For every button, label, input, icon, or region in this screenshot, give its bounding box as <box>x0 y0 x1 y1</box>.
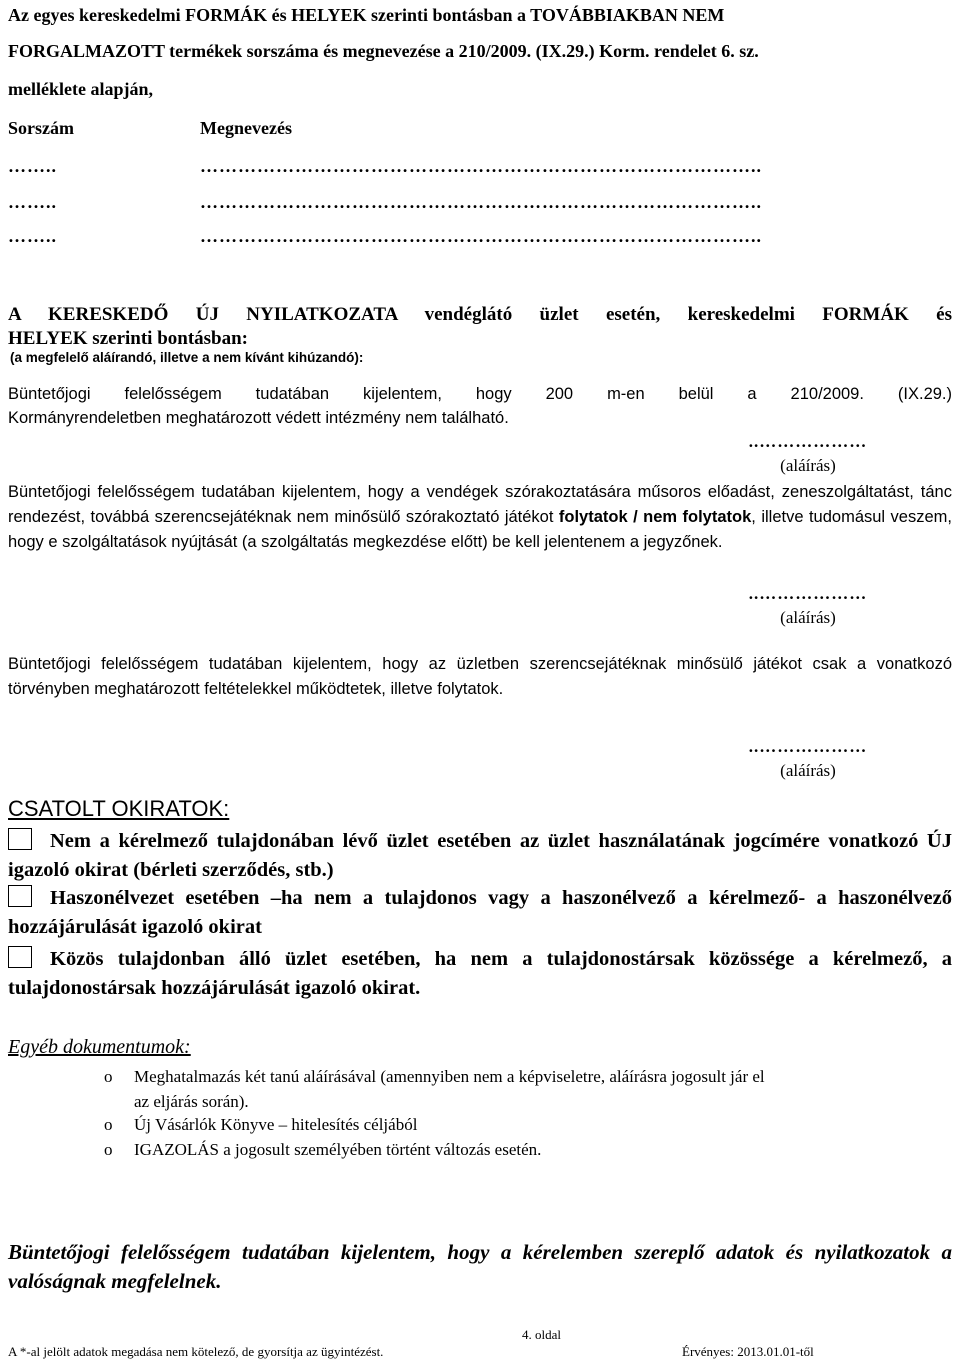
final-statement: Büntetőjogi felelősségem tudatában kijelentem, hogy a kérelemben szereplő adatok és nyilatkozatok a valóságnak megfelelnek. <box>8 1240 952 1293</box>
statement-3: Büntetőjogi felelősségem tudatában kijelentem, hogy az üzletben szerencsejátéknak minősülő játékot csak a vonatkozó törvényben meghatározott feltételekkel működtetek, illetve folytatok. <box>8 655 952 698</box>
signature-line: ..……………… <box>748 584 868 603</box>
bullet-icon: o <box>104 1140 113 1159</box>
blank-name: …………………………………………………………………………….. <box>200 192 762 212</box>
attachment-item <box>8 827 952 885</box>
signature-label: (aláírás) <box>780 761 836 780</box>
intro-line-1: Az egyes kereskedelmi FORMÁK és HELYEK szerinti bontásban a TOVÁBBIAKBAN NEM <box>8 5 725 25</box>
signature-block[interactable] <box>728 430 888 478</box>
blank-row[interactable] <box>8 156 952 186</box>
footer-note: A *-al jelölt adatok megadása nem kötelező, de gyorsítja az ügyintézést. <box>8 1344 384 1359</box>
other-doc-item-line-1: Meghatalmazás két tanú aláírásával (amennyiben nem a képviseletre, aláírásra jogosult jár el <box>134 1067 765 1086</box>
attachment-item-text: Haszonélvezet esetében –ha nem a tulajdonos vagy a haszonélvező a kérelmező- a haszonélvező hozzájárulását igazoló okirat <box>8 887 952 938</box>
signature-line: ..……………… <box>748 432 868 451</box>
attachment-item <box>8 884 952 942</box>
blank-number: …….. <box>8 156 57 176</box>
other-docs-heading: Egyéb dokumentumok: <box>8 1036 191 1058</box>
signature-label: (aláírás) <box>780 608 836 627</box>
statement-2-text-a: Büntetőjogi felelősségem tudatában kijelentem, hogy a vendégek szórakoztatására műsoros előadást, zeneszolgáltatást, tánc rendezést, továbbá szerencsejátéknak nem minősülő szórakoztató játékot <box>8 483 952 526</box>
blank-number: …….. <box>8 226 57 246</box>
statement-2-choice: folytatok / nem folytatok <box>558 508 752 526</box>
signature-line: ..……………… <box>748 737 868 756</box>
checkbox[interactable] <box>8 828 32 850</box>
blank-number: …….. <box>8 192 57 212</box>
attachments-heading: CSATOLT OKIRATOK: <box>8 796 230 821</box>
other-doc-item <box>134 1064 952 1114</box>
intro-line-2: FORGALMAZOTT termékek sorszáma és megnevezése a 210/2009. (IX.29.) Korm. rendelet 6. sz. <box>8 41 759 61</box>
attachment-item-text: Közös tulajdonban álló üzlet esetében, ha nem a tulajdonostársak közössége a kérelmező, a tulajdonostársak hozzájárulását igazoló okirat. <box>8 948 952 999</box>
intro-line-3: melléklete alapján, <box>8 79 153 99</box>
attachment-item-text: Nem a kérelmező tulajdonában lévő üzlet esetében az üzlet használatának jogcímére vonatkozó ÚJ igazoló okirat (bérleti szerződés, stb.) <box>8 830 952 881</box>
blank-name: …………………………………………………………………………….. <box>200 226 762 246</box>
statement-2 <box>8 480 952 555</box>
signature-block[interactable] <box>728 735 888 783</box>
page-number: 4. oldal <box>522 1327 561 1342</box>
blank-name: …………………………………………………………………………….. <box>200 156 762 176</box>
other-doc-item: Új Vásárlók Könyve – hitelesítés céljából <box>134 1115 418 1134</box>
footer-validity: Érvényes: 2013.01.01-től <box>682 1344 814 1359</box>
statement-1-line-2: Kormányrendeletben meghatározott védett intézmény nem található. <box>8 409 509 427</box>
column-header-name: Megnevezés <box>200 118 292 138</box>
signature-label: (aláírás) <box>780 456 836 475</box>
other-doc-item-line-2: az eljárás során). <box>134 1092 249 1111</box>
statement-1-line-1: Büntetőjogi felelősségem tudatában kijelentem, hogy 200 m-en belül a 210/2009. (IX.29.) <box>8 385 952 403</box>
checkbox[interactable] <box>8 946 32 968</box>
column-header-number: Sorszám <box>8 118 74 138</box>
attachment-item <box>8 945 952 1003</box>
declaration-heading-line-2: HELYEK szerinti bontásban: <box>8 328 249 349</box>
bullet-icon: o <box>104 1067 113 1086</box>
declaration-note: (a megfelelő aláírandó, illetve a nem kívánt kihúzandó): <box>10 350 364 365</box>
declaration-heading-line-1: A KERESKEDŐ ÚJ NYILATKOZATA vendéglátó üzlet esetén, kereskedelmi FORMÁK és <box>8 304 952 325</box>
statement-2-text-b: , illetve tudomásul veszem, hogy e szolgáltatások nyújtását (a szolgáltatás megkezdése előtt) be kell jelentenem a jegyzőnek. <box>8 508 952 551</box>
blank-row[interactable] <box>8 226 952 256</box>
bullet-icon: o <box>104 1115 113 1134</box>
signature-block[interactable] <box>728 582 888 630</box>
checkbox[interactable] <box>8 885 32 907</box>
other-doc-item: IGAZOLÁS a jogosult személyében történt változás esetén. <box>134 1140 542 1159</box>
blank-row[interactable] <box>8 192 952 222</box>
